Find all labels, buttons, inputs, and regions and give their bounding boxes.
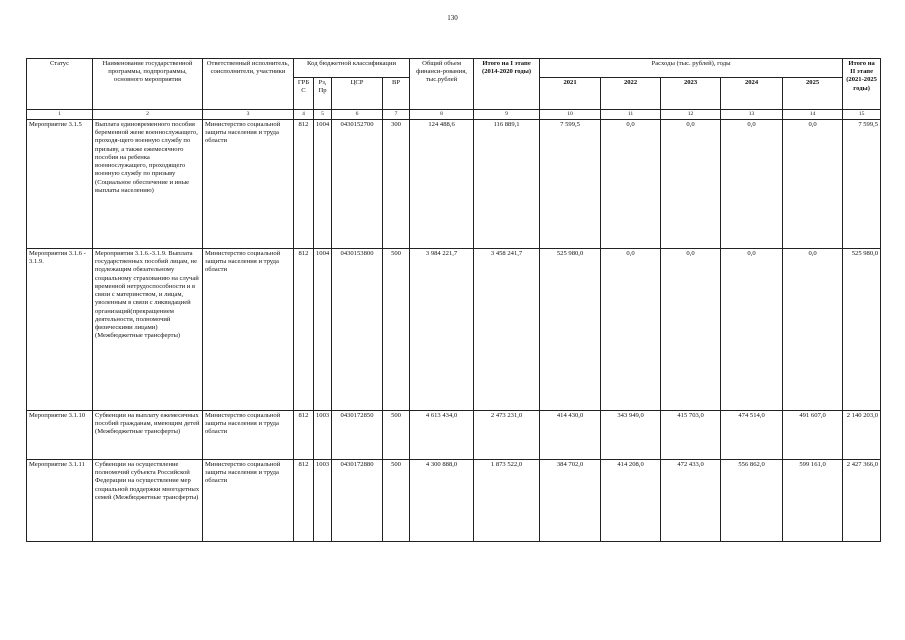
row-2021: 7 599,5 [540, 119, 601, 248]
header-total-volume: Общий объем финанси-рования, тыс.рублей [410, 59, 474, 110]
row-name: Субвенции на выплату ежемесячных пособий гражданам, имеющим детей (Межбюджетные трансферты) [93, 410, 203, 459]
row-vr: 500 [383, 248, 410, 410]
row-rz-pr: 1003 [314, 459, 332, 541]
row-2023: 0,0 [661, 248, 721, 410]
row-2024: 0,0 [721, 119, 783, 248]
column-number: 9 [474, 110, 540, 120]
row-2024: 556 862,0 [721, 459, 783, 541]
header-rz-pr: Рз, Пр [314, 77, 332, 109]
row-status: Мероприятие 3.1.10 [27, 410, 93, 459]
header-program-name: Наименование государственной программы, подпрограммы, основного мероприятия [93, 59, 203, 110]
header-expenses: Расходы (тыс. рублей), годы [540, 59, 843, 78]
column-number: 3 [203, 110, 294, 120]
row-status: Мероприятие 3.1.11 [27, 459, 93, 541]
row-vr: 500 [383, 459, 410, 541]
row-2021: 525 980,0 [540, 248, 601, 410]
row-rz-pr: 1004 [314, 119, 332, 248]
row-2024: 474 514,0 [721, 410, 783, 459]
table-row [27, 410, 881, 459]
column-number: 14 [783, 110, 843, 120]
page-number: 130 [447, 14, 458, 22]
header-row [27, 59, 881, 78]
row-csr: 0430172880 [332, 459, 383, 541]
budget-table [26, 58, 881, 542]
row-2022: 343 949,0 [601, 410, 661, 459]
column-number: 7 [383, 110, 410, 120]
row-2025: 0,0 [783, 248, 843, 410]
row-stage2: 7 599,5 [843, 119, 881, 248]
row-2023: 472 433,0 [661, 459, 721, 541]
row-stage2: 525 980,0 [843, 248, 881, 410]
column-number: 13 [721, 110, 783, 120]
row-2022: 414 208,0 [601, 459, 661, 541]
row-grbs: 812 [294, 410, 314, 459]
row-2024: 0,0 [721, 248, 783, 410]
row-grbs: 812 [294, 248, 314, 410]
header-year-2024: 2024 [721, 77, 783, 109]
row-stage1: 3 458 241,7 [474, 248, 540, 410]
column-number: 5 [314, 110, 332, 120]
row-2022: 0,0 [601, 248, 661, 410]
header-status: Статус [27, 59, 93, 110]
row-2022: 0,0 [601, 119, 661, 248]
row-2023: 415 703,0 [661, 410, 721, 459]
row-stage1: 1 873 522,0 [474, 459, 540, 541]
row-status: Мероприятие 3.1.5 [27, 119, 93, 248]
header-year-2021: 2021 [540, 77, 601, 109]
header-year-2025: 2025 [783, 77, 843, 109]
row-name: Субвенции на осуществление полномочий субъекта Российской Федерации на осуществление мер социальной поддержки многодетных семей (Межбюджетные трансферты) [93, 459, 203, 541]
row-status: Мероприятия 3.1.6 - 3.1.9. [27, 248, 93, 410]
table-row [27, 459, 881, 541]
row-2023: 0,0 [661, 119, 721, 248]
row-stage1: 2 473 231,0 [474, 410, 540, 459]
row-stage2: 2 427 366,0 [843, 459, 881, 541]
row-2025: 0,0 [783, 119, 843, 248]
row-2021: 384 702,0 [540, 459, 601, 541]
header-csr: ЦСР [332, 77, 383, 109]
row-grbs: 812 [294, 459, 314, 541]
column-number: 15 [843, 110, 881, 120]
row-csr: 0430153800 [332, 248, 383, 410]
column-number: 8 [410, 110, 474, 120]
column-number: 11 [601, 110, 661, 120]
column-number: 12 [661, 110, 721, 120]
column-number: 6 [332, 110, 383, 120]
row-rz-pr: 1003 [314, 410, 332, 459]
row-responsible: Министерство социальной защиты населения и труда области [203, 119, 294, 248]
column-numbers-row [27, 110, 881, 120]
row-responsible: Министерство социальной защиты населения и труда области [203, 459, 294, 541]
header-responsible: Ответственный исполнитель, соисполнители, участники [203, 59, 294, 110]
row-csr: 0430152700 [332, 119, 383, 248]
column-number: 4 [294, 110, 314, 120]
header-year-2022: 2022 [601, 77, 661, 109]
row-responsible: Министерство социальной защиты населения и труда области [203, 410, 294, 459]
row-total: 4 300 888,0 [410, 459, 474, 541]
row-vr: 500 [383, 410, 410, 459]
row-vr: 300 [383, 119, 410, 248]
table-row [27, 248, 881, 410]
row-2025: 491 607,0 [783, 410, 843, 459]
row-name: Мероприятия 3.1.6.-3.1.9. Выплата государственных пособий лицам, не подлежащим обязательному социальному страхованию на случай временной нетрудоспособности и в связи с материнством, и лицам, уволенным в связи с ликвидацией организаций(прекращением деятельности, полномочий физическими лицами) (Межбюджетные трансферты) [93, 248, 203, 410]
header-year-2023: 2023 [661, 77, 721, 109]
row-2025: 599 161,0 [783, 459, 843, 541]
header-stage2: Итого на II этапе (2021-2025 годы) [843, 59, 881, 110]
header-budget-code: Код бюджетной классификации [294, 59, 410, 78]
header-stage1: Итого на I этапе (2014-2020 годы) [474, 59, 540, 110]
row-name: Выплата единовременного пособия беременной жене военнослужащего, проходя-щего военную службу по призыву, а также ежемесячного пособия на ребенка военнослужащего, проходящего военную службу по призыву (Социальное обеспечение и иные выплаты населению) [93, 119, 203, 248]
row-total: 3 984 221,7 [410, 248, 474, 410]
column-number: 2 [93, 110, 203, 120]
row-total: 124 488,6 [410, 119, 474, 248]
row-csr: 0430172850 [332, 410, 383, 459]
row-stage1: 116 889,1 [474, 119, 540, 248]
column-number: 10 [540, 110, 601, 120]
header-vr: ВР [383, 77, 410, 109]
row-responsible: Министерство социальной защиты населения и труда области [203, 248, 294, 410]
row-total: 4 613 434,0 [410, 410, 474, 459]
table-row [27, 119, 881, 248]
header-grbs: ГРБ С [294, 77, 314, 109]
row-rz-pr: 1004 [314, 248, 332, 410]
row-stage2: 2 140 203,0 [843, 410, 881, 459]
row-2021: 414 430,0 [540, 410, 601, 459]
row-grbs: 812 [294, 119, 314, 248]
column-number: 1 [27, 110, 93, 120]
